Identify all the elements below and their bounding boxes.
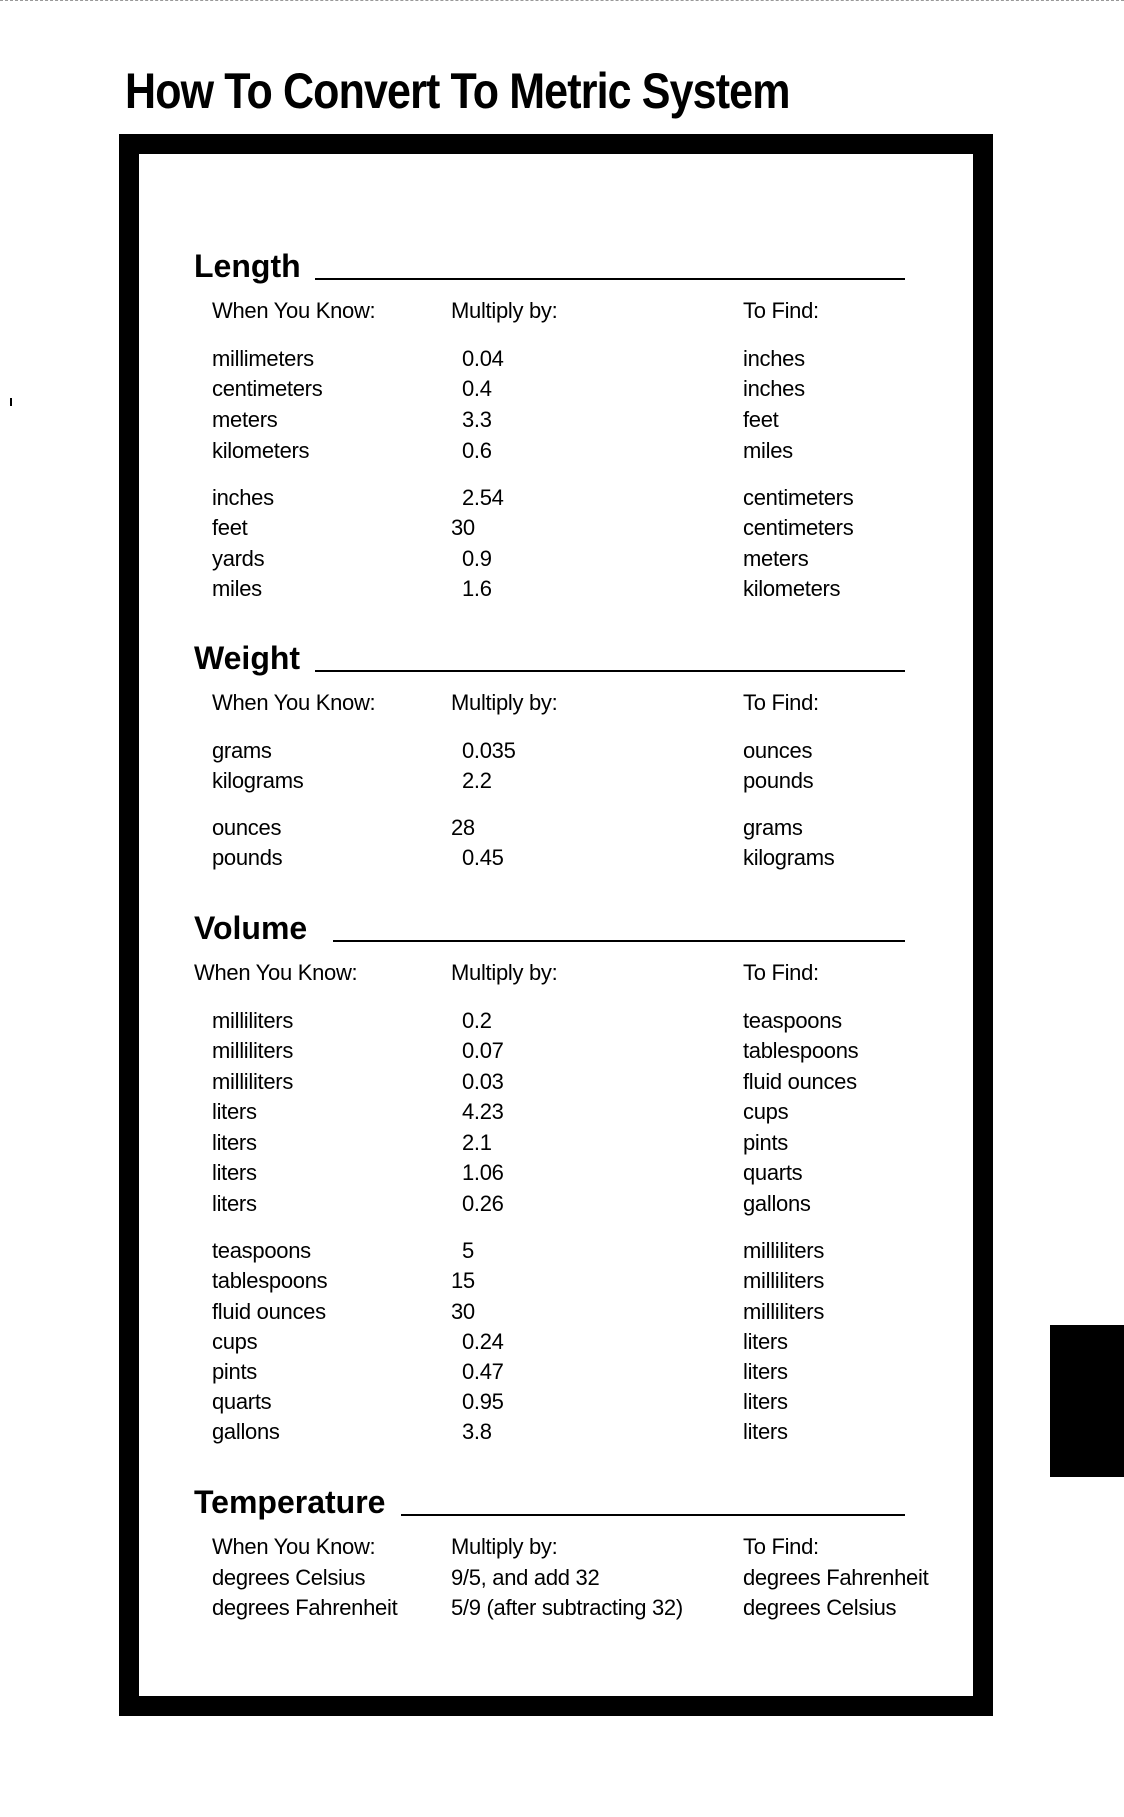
factor: 2.1 [462,1130,492,1155]
length-header-multiply-by: Multiply by: [451,298,558,323]
from-unit: pounds [212,845,283,870]
volume-header-row [139,958,973,988]
length-header-when-you-know: When You Know: [212,298,376,323]
from-unit: liters [212,1099,257,1124]
to-unit: pints [743,1130,788,1155]
volume-section-heading [194,904,307,944]
margin-mark [10,398,12,406]
factor: 2.54 [462,485,504,510]
volume-header-when-you-know: When You Know: [194,960,358,985]
to-unit: liters [743,1419,788,1444]
length-header-to-find: To Find: [743,298,819,323]
factor: 0.03 [462,1069,504,1094]
from-unit: liters [212,1191,257,1216]
to-unit: degrees Fahrenheit [743,1565,929,1590]
to-unit: gallons [743,1191,811,1216]
from-unit: kilograms [212,768,304,793]
weight-header-when-you-know: When You Know: [212,690,376,715]
conversion-table-frame [119,134,993,1716]
table-row [139,843,973,873]
from-unit: fluid ounces [212,1299,326,1324]
from-unit: pints [212,1359,257,1384]
to-unit: feet [743,407,779,432]
from-unit: grams [212,738,272,763]
to-unit: teaspoons [743,1008,842,1033]
factor: 28 [451,815,475,840]
to-unit: milliliters [743,1299,825,1324]
from-unit: yards [212,546,265,571]
to-unit: ounces [743,738,813,763]
weight-header-to-find: To Find: [743,690,819,715]
to-unit: centimeters [743,515,854,540]
from-unit: miles [212,576,262,601]
to-unit: tablespoons [743,1038,859,1063]
to-unit: centimeters [743,485,854,510]
to-unit: pounds [743,768,814,793]
table-row [139,1067,973,1097]
from-unit: liters [212,1160,257,1185]
from-unit: cups [212,1329,258,1354]
to-unit: miles [743,438,793,463]
factor: 15 [451,1268,475,1293]
factor: 9/5, and add 32 [451,1565,600,1590]
from-unit: degrees Fahrenheit [212,1595,398,1620]
factor: 4.23 [462,1099,504,1124]
table-row [139,766,973,796]
from-unit: gallons [212,1419,280,1444]
weight-section-rule [315,670,905,672]
to-unit: kilometers [743,576,841,601]
weight-section-heading [194,634,300,674]
factor: 2.2 [462,768,492,793]
to-unit: cups [743,1099,789,1124]
to-unit: liters [743,1329,788,1354]
factor: 0.24 [462,1329,504,1354]
factor: 0.035 [462,738,516,763]
side-index-tab [1050,1325,1124,1477]
from-unit: degrees Celsius [212,1565,366,1590]
table-row [139,405,973,435]
factor: 0.9 [462,546,492,571]
table-row [139,1563,973,1593]
to-unit: liters [743,1389,788,1414]
from-unit: milliliters [212,1069,294,1094]
length-section-title: Length [194,248,301,284]
length-section-heading [194,242,301,282]
factor: 30 [451,1299,475,1324]
from-unit: liters [212,1130,257,1155]
table-row [139,1006,973,1036]
to-unit: liters [743,1359,788,1384]
table-row [139,736,973,766]
from-unit: millimeters [212,346,314,371]
factor: 0.6 [462,438,492,463]
temperature-header-row [139,1532,973,1562]
table-row [139,374,973,404]
length-header-row [139,296,973,326]
temperature-section-rule [401,1514,905,1516]
from-unit: milliliters [212,1008,294,1033]
table-row [139,574,973,604]
to-unit: milliliters [743,1238,825,1263]
from-unit: quarts [212,1389,272,1414]
table-row [139,344,973,374]
from-unit: centimeters [212,376,323,401]
table-row [139,1189,973,1219]
length-section-rule [315,278,905,280]
to-unit: fluid ounces [743,1069,857,1094]
factor: 1.06 [462,1160,504,1185]
weight-header-multiply-by: Multiply by: [451,690,558,715]
to-unit: meters [743,546,809,571]
table-row [139,1158,973,1188]
factor: 0.47 [462,1359,504,1384]
to-unit: degrees Celsius [743,1595,897,1620]
table-row [139,436,973,466]
table-row [139,1097,973,1127]
from-unit: tablespoons [212,1268,328,1293]
factor: 0.45 [462,845,504,870]
temperature-header-to-find: To Find: [743,1534,819,1559]
volume-header-to-find: To Find: [743,960,819,985]
from-unit: inches [212,485,274,510]
to-unit: quarts [743,1160,803,1185]
factor: 1.6 [462,576,492,601]
from-unit: meters [212,407,278,432]
factor: 0.4 [462,376,492,401]
table-row [139,544,973,574]
to-unit: inches [743,346,805,371]
table-row [139,513,973,543]
factor: 0.04 [462,346,504,371]
from-unit: milliliters [212,1038,294,1063]
temperature-header-when-you-know: When You Know: [212,1534,376,1559]
factor: 0.2 [462,1008,492,1033]
temperature-section-heading [194,1478,385,1518]
table-row [139,1387,973,1417]
to-unit: grams [743,815,803,840]
factor: 5/9 (after subtracting 32) [451,1595,683,1620]
table-row [139,1327,973,1357]
table-row [139,813,973,843]
factor: 0.95 [462,1389,504,1414]
from-unit: kilometers [212,438,310,463]
from-unit: ounces [212,815,282,840]
from-unit: feet [212,515,248,540]
table-row [139,1236,973,1266]
volume-section-rule [333,940,905,942]
table-row [139,1128,973,1158]
table-row [139,1266,973,1296]
to-unit: milliliters [743,1268,825,1293]
factor: 0.26 [462,1191,504,1216]
temperature-section-title: Temperature [194,1484,386,1520]
weight-header-row [139,688,973,718]
weight-section-title: Weight [194,640,301,676]
temperature-header-multiply-by: Multiply by: [451,1534,558,1559]
to-unit: kilograms [743,845,835,870]
factor: 3.3 [462,407,492,432]
page-title: How To Convert To Metric System [125,63,790,119]
factor: 0.07 [462,1038,504,1063]
table-row [139,483,973,513]
table-row [139,1357,973,1387]
to-unit: inches [743,376,805,401]
from-unit: teaspoons [212,1238,311,1263]
page-top-edge [0,0,1124,9]
factor: 30 [451,515,475,540]
table-row [139,1297,973,1327]
factor: 5 [462,1238,474,1263]
volume-header-multiply-by: Multiply by: [451,960,558,985]
volume-section-title: Volume [194,910,308,946]
table-row [139,1593,973,1623]
table-row [139,1417,973,1447]
factor: 3.8 [462,1419,492,1444]
table-row [139,1036,973,1066]
